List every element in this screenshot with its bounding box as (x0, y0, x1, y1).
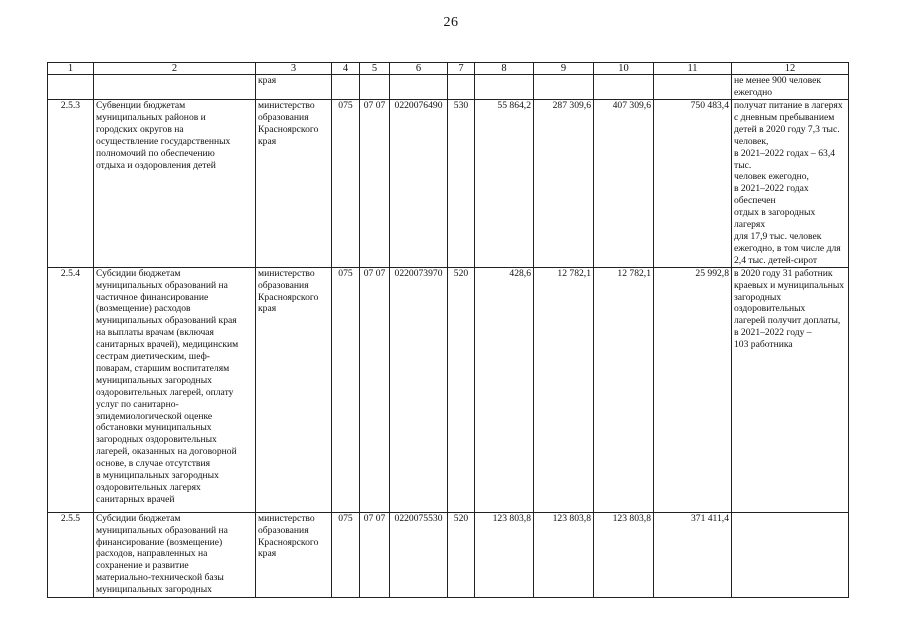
amount-2020: 123 803,8 (475, 512, 534, 597)
cell-empty (448, 75, 475, 100)
result-cell (732, 512, 849, 597)
measure-name: Субсидии бюджетам муниципальных образований на финансирование (возмещение) расходов, направленных на сохранение и развитие материально-технической базы муниципальных загородных (96, 512, 228, 596)
expected-result: получат питание в лагерях с дневным пребыванием детей в 2020 году 7,3 тыс. человек, в 2021–2022 годах – 63,4 тыс. человек ежегодно, в 2021–2022 годах обеспечен отдых в загородных лагерях для 17,9 тыс. человек ежегодно, в том числе для 2,4 тыс. детей-сирот (734, 100, 843, 266)
cell-empty (332, 75, 360, 100)
executor: министерство образования Красноярского края (258, 267, 319, 315)
cell-empty (94, 75, 256, 100)
cell-empty (654, 75, 732, 100)
amount-2022: 123 803,8 (594, 512, 654, 597)
expected-result: в 2020 году 31 работник краевых и муниципальных загородных оздоровительных лагерей получит доплаты, в 2021–2022 году – 103 работника (734, 267, 845, 351)
expense-type-code: 530 (448, 100, 475, 268)
expense-type-code: 520 (448, 267, 475, 512)
cell-empty (48, 75, 94, 100)
measure-name-cell (94, 267, 256, 512)
expense-type-code: 520 (448, 512, 475, 597)
column-header: 1 (48, 63, 94, 75)
amount-2022: 12 782,1 (594, 267, 654, 512)
executor-cell (256, 75, 332, 100)
executor-cell (256, 512, 332, 597)
item-number: 2.5.3 (48, 100, 94, 268)
column-header: 11 (654, 63, 732, 75)
grbs-code: 075 (332, 100, 360, 268)
column-header: 6 (390, 63, 448, 75)
measure-name: Субсидии бюджетам муниципальных образований на частичное финансирование (возмещение) расходов муниципальных образований края на выплаты врачам (включая санитарных врачей), медицинским сестрам диетическим, шеф- поварам, старшим воспитателям муниципальных загородных оздоровительных лагерей, оплату услуг по санитарно- эпидемиологической оценке обстановки муниципальных загородных оздоровительных лагерей, оказанных на договорной основе, в случае отсутствия в муниципальных загородных оздоровительных лагерях санитарных врачей (96, 267, 239, 505)
result-cell (732, 267, 849, 512)
column-header: 8 (475, 63, 534, 75)
section-code: 07 07 (360, 512, 390, 597)
item-number: 2.5.5 (48, 512, 94, 597)
amount-total: 371 411,4 (654, 512, 732, 597)
amount-2020: 55 864,2 (475, 100, 534, 268)
column-header: 12 (732, 63, 849, 75)
result-text: не менее 900 человек ежегодно (734, 75, 822, 98)
continuation-row (48, 75, 849, 100)
cell-empty (534, 75, 594, 100)
column-header: 4 (332, 63, 360, 75)
cell-empty (594, 75, 654, 100)
item-number: 2.5.4 (48, 267, 94, 512)
executor: министерство образования Красноярского края (258, 512, 319, 560)
target-article-code: 0220073970 (390, 267, 448, 512)
table-row-2-5-3 (48, 100, 849, 268)
result-cell (732, 100, 849, 268)
grbs-code: 075 (332, 267, 360, 512)
executor: министерство образования Красноярского края (258, 100, 319, 147)
amount-2021: 123 803,8 (534, 512, 594, 597)
measure-name-cell (94, 100, 256, 268)
column-number-row (48, 63, 849, 75)
column-header: 10 (594, 63, 654, 75)
measure-name: Субвенции бюджетам муниципальных районов и городских округов на осуществление государственных полномочий по обеспечению отдыха и оздоровления детей (96, 100, 231, 171)
column-header: 9 (534, 63, 594, 75)
column-header: 3 (256, 63, 332, 75)
column-header: 7 (448, 63, 475, 75)
amount-2022: 407 309,6 (594, 100, 654, 268)
amount-total: 25 992,8 (654, 267, 732, 512)
table-row-2-5-4 (48, 267, 849, 512)
amount-2020: 428,6 (475, 267, 534, 512)
amount-2021: 287 309,6 (534, 100, 594, 268)
result-cell (732, 75, 849, 100)
executor-cell (256, 100, 332, 268)
executor-text: края (258, 75, 277, 86)
cell-empty (475, 75, 534, 100)
column-header: 5 (360, 63, 390, 75)
measure-name-cell (94, 512, 256, 597)
column-header: 2 (94, 63, 256, 75)
amount-2021: 12 782,1 (534, 267, 594, 512)
amount-total: 750 483,4 (654, 100, 732, 268)
cell-empty (360, 75, 390, 100)
executor-cell (256, 267, 332, 512)
section-code: 07 07 (360, 267, 390, 512)
target-article-code: 0220075530 (390, 512, 448, 597)
program-measures-table (47, 62, 849, 598)
grbs-code: 075 (332, 512, 360, 597)
cell-empty (390, 75, 448, 100)
section-code: 07 07 (360, 100, 390, 268)
table-row-2-5-5 (48, 512, 849, 597)
target-article-code: 0220076490 (390, 100, 448, 268)
page-number: 26 (443, 15, 459, 30)
